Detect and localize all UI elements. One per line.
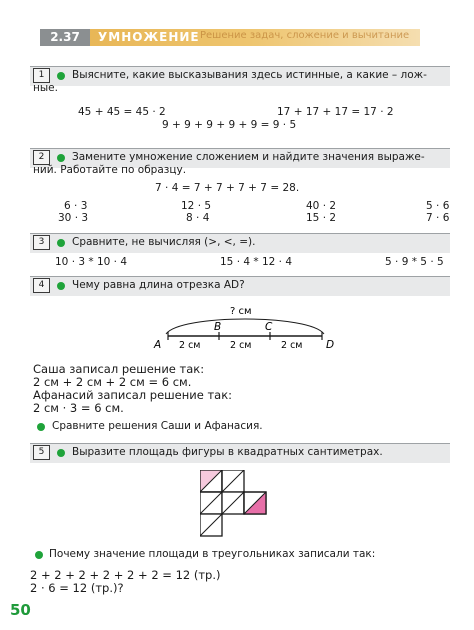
task2-item: 6 · 3 (64, 200, 88, 212)
task2-item: 15 · 2 (306, 212, 337, 224)
task2-item: 40 · 2 (306, 200, 337, 212)
task3-text: Сравните, не вычисляя (>, <, =). (72, 236, 256, 248)
task3-item: 5 · 9 * 5 · 5 (385, 256, 444, 268)
green-bullet-icon (57, 282, 65, 290)
lesson-number: 2.37 (40, 29, 90, 46)
segment-label: 2 см (179, 340, 201, 351)
task3-item: 10 · 3 * 10 · 4 (55, 256, 128, 268)
segment-diagram (150, 300, 340, 356)
task4-text: Чему равна длина отрезка AD? (72, 279, 245, 291)
task2-item: 30 · 3 (58, 212, 89, 224)
brace-label: ? см (230, 306, 252, 317)
segment-label: 2 см (281, 340, 303, 351)
task5-answer-line1: 2 + 2 + 2 + 2 + 2 + 2 = 12 (тр.) (30, 568, 221, 582)
point-c: C (265, 321, 273, 333)
segment-label: 2 см (230, 340, 252, 351)
task5-number: 5 (33, 445, 50, 460)
solution-line: Афанасий записал решение так: (33, 388, 233, 402)
task5-text: Выразите площадь фигуры в квадратных сантиметрах. (72, 446, 383, 458)
task2-text-line1: Замените умножение сложением и найдите значения выраже- (72, 151, 425, 163)
point-d: D (326, 339, 335, 351)
green-bullet-icon (35, 551, 43, 559)
green-bullet-icon (57, 154, 65, 162)
task2-sample: 7 · 4 = 7 + 7 + 7 + 7 = 28. (155, 182, 300, 194)
green-bullet-icon (57, 449, 65, 457)
area-figure (200, 470, 276, 542)
task3-number: 3 (33, 235, 50, 250)
task2-item: 5 · 6 (426, 200, 450, 212)
task2-item: 8 · 4 (186, 212, 210, 224)
lesson-subtitle: Решение задач, сложение и вычитание (200, 30, 410, 41)
point-a: A (154, 339, 162, 351)
task1-expr-c: 9 + 9 + 9 + 9 + 9 = 9 · 5 (162, 119, 297, 131)
lesson-title: УМНОЖЕНИЕ (98, 30, 200, 44)
task3-item: 15 · 4 * 12 · 4 (220, 256, 293, 268)
task1-text-line2: ные. (33, 82, 58, 94)
green-bullet-icon (57, 239, 65, 247)
task2-text-line2: ний. Работайте по образцу. (33, 164, 187, 176)
solution-line: Саша записал решение так: (33, 362, 205, 376)
task1-text-line1: Выясните, какие высказывания здесь истинные, а какие – лож- (72, 69, 427, 81)
task2-number: 2 (33, 150, 50, 165)
task4-number: 4 (33, 278, 50, 293)
page-number: 50 (10, 601, 31, 619)
solution-line: 2 см + 2 см + 2 см = 6 см. (33, 375, 192, 389)
task2-item: 12 · 5 (181, 200, 212, 212)
task1-number: 1 (33, 68, 50, 83)
task1-expr-a: 45 + 45 = 45 · 2 (78, 106, 166, 118)
solution-line: 2 см · 3 = 6 см. (33, 401, 124, 415)
task5-answer-line2: 2 · 6 = 12 (тр.)? (30, 581, 124, 595)
green-bullet-icon (37, 423, 45, 431)
task2-item: 7 · 6 (426, 212, 450, 224)
point-b: B (214, 321, 222, 333)
green-bullet-icon (57, 72, 65, 80)
task5-question: Почему значение площади в треугольниках записали так: (49, 548, 376, 560)
task4-question: Сравните решения Саши и Афанасия. (52, 420, 263, 432)
brace-arc (166, 319, 324, 334)
task1-expr-b: 17 + 17 + 17 = 17 · 2 (277, 106, 394, 118)
